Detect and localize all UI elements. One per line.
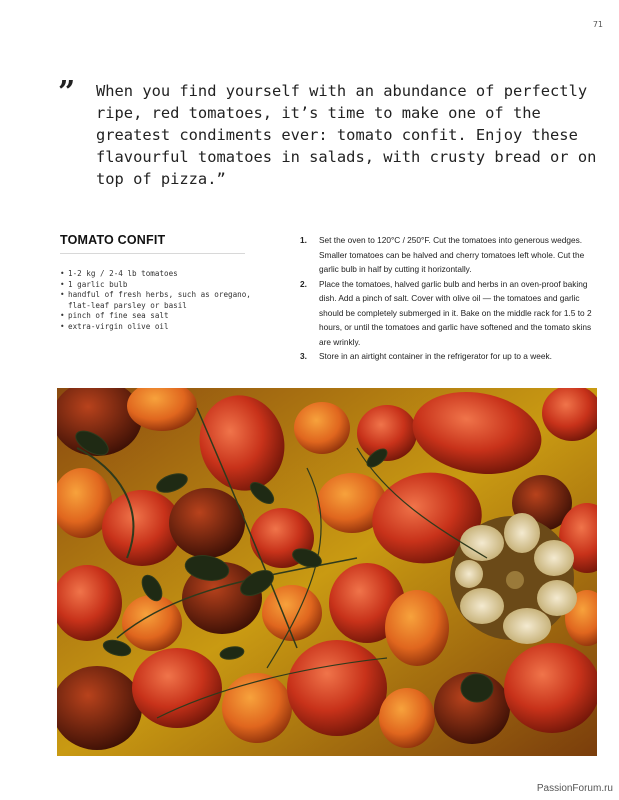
step-number: 2. xyxy=(300,278,307,289)
ingredient-item: • pinch of fine sea salt xyxy=(60,311,260,322)
roasted-tomatoes-illustration xyxy=(57,388,597,756)
title-divider xyxy=(60,253,245,254)
ingredients-list xyxy=(60,269,260,332)
food-photo xyxy=(57,388,597,756)
step-text: Store in an airtight container in the refrigerator for up to a week. xyxy=(319,351,552,361)
method-steps xyxy=(300,233,600,364)
step-text: Place the tomatoes, halved garlic bulb and herbs in an oven-proof baking dish. Add a pinch of salt. Cover with olive oil — the tomatoes and garlic should be completely submerged in it. Bake on the middle rack for 1.5 to 2 hours, or until the tomatoes and garlic have softened and the tomato skins are wrinkly. xyxy=(319,278,592,347)
ingredient-item: • 1-2 kg / 2-4 lb tomatoes xyxy=(60,269,260,280)
page-number: 71 xyxy=(592,20,603,29)
ingredient-item: • handful of fresh herbs, such as oregano, flat-leaf parsley or basil xyxy=(60,290,260,311)
method-step xyxy=(300,233,600,277)
pull-quote: When you find yourself with an abundance of perfectly ripe, red tomatoes, it’s time to make one of the greatest condiments ever: tomato confit. Enjoy these flavourful tomatoes in salads, with crusty bread or on top of pizza.” xyxy=(96,82,597,188)
recipe-title: TOMATO CONFIT xyxy=(60,233,166,247)
method-step xyxy=(300,349,600,364)
ingredient-item: • extra-virgin olive oil xyxy=(60,322,260,333)
method-step xyxy=(300,277,600,350)
ingredient-item: • 1 garlic bulb xyxy=(60,280,260,291)
step-number: 1. xyxy=(300,235,307,245)
watermark: PassionForum.ru xyxy=(536,783,613,794)
quote-mark: ” xyxy=(58,75,76,110)
step-number: 3. xyxy=(300,351,307,361)
step-text: Set the oven to 120°C / 250°F. Cut the tomatoes into generous wedges. Smaller tomatoes can be halved and cherry tomatoes left whole. Cut the garlic bulb in half by cutting it horizontally. xyxy=(319,235,585,274)
